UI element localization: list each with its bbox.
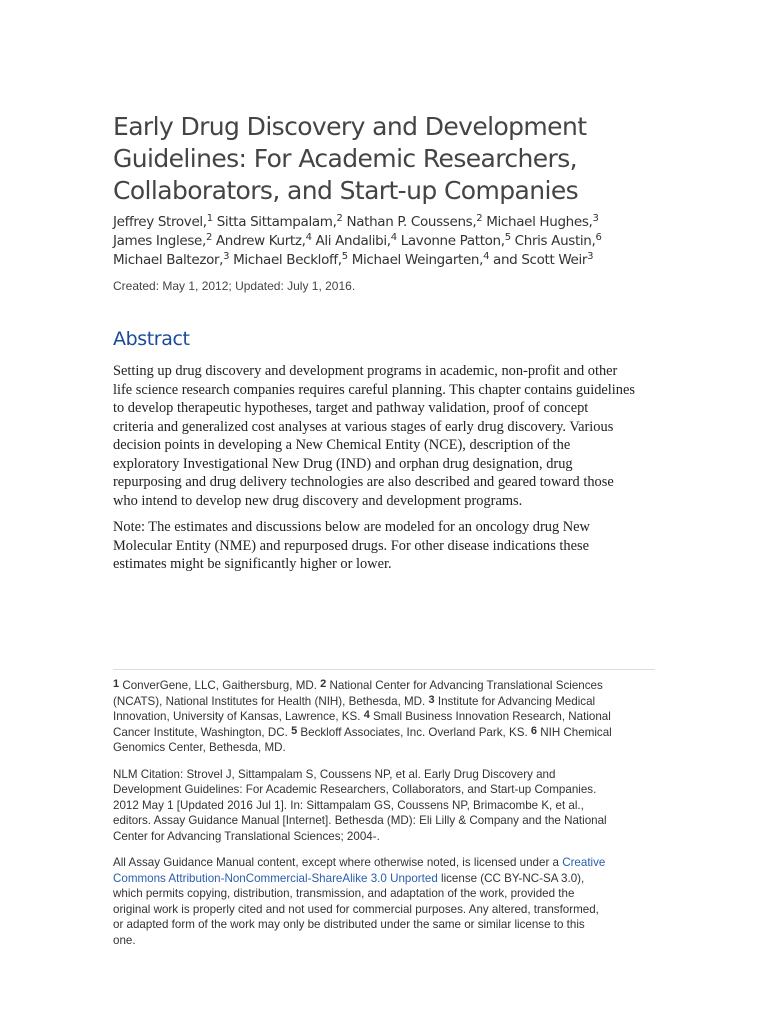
title-line: Collaborators, and Start-up Companies xyxy=(113,176,579,205)
title-line: Early Drug Discovery and Development xyxy=(113,112,587,141)
section-divider xyxy=(113,669,655,670)
affiliation-text: National Center for Advancing Translational Sciences xyxy=(326,679,603,692)
text-line: to develop therapeutic hypotheses, target and pathway validation, proof of concept xyxy=(113,400,589,416)
text-line xyxy=(113,740,658,756)
text-line xyxy=(113,678,658,694)
author-name: and Scott Weir xyxy=(489,252,588,268)
affiliations xyxy=(113,678,658,756)
affiliation-number: 6 xyxy=(530,724,538,737)
affiliation-text: ConverGene, LLC, Gaithersburg, MD. xyxy=(119,679,321,692)
text-line: NLM Citation: Strovel J, Sittampalam S, Coussens NP, et al. Early Drug Discovery and xyxy=(113,767,556,781)
author-name: Jeffrey Strovel, xyxy=(113,214,207,230)
title-line: Guidelines: For Academic Researchers, xyxy=(113,144,578,173)
author-list xyxy=(113,213,658,270)
text-line xyxy=(113,871,658,887)
author-affiliation-number: 4 xyxy=(390,232,397,243)
text-line: life science research companies requires careful planning. This chapter contains guidelines xyxy=(113,381,635,398)
author-affiliation-number: 2 xyxy=(205,232,212,243)
text-line: 2012 May 1 [Updated 2016 Jul 1]. In: Sittampalam GS, Coussens NP, Brimacombe K, et al., xyxy=(113,798,584,812)
author-line xyxy=(113,232,658,251)
affiliation-text: Small Business Innovation Research, National xyxy=(369,710,611,723)
license-notice xyxy=(113,855,658,948)
text-line: decision points in developing a New Chemical Entity (NCE), description of the xyxy=(113,437,571,453)
text-line: editors. Assay Guidance Manual [Internet]. Bethesda (MD): Eli Lilly & Company and the National xyxy=(113,814,607,827)
affiliation-number: 2 xyxy=(320,678,327,690)
affiliation-text: Genomics Center, Bethesda, MD. xyxy=(113,741,286,754)
affiliation-text: Beckloff Associates, Inc. Overland Park, KS. xyxy=(297,725,531,739)
text-line: Molecular Entity (NME) and repurposed drugs. For other disease indications these xyxy=(113,537,589,554)
affiliation-text: (NCATS), National Institutes for Health (NIH), Bethesda, MD. xyxy=(113,694,429,708)
abstract-paragraph xyxy=(113,362,658,510)
author-name: Lavonne Patton, xyxy=(396,233,505,249)
author-affiliation-number: 5 xyxy=(504,232,511,243)
text-line: original work is properly cited and not used for commercial purposes. Any altered, transformed, xyxy=(113,902,599,916)
text-line: which permits copying, distribution, transmission, and adaptation of the work, provided the xyxy=(113,887,575,900)
text-line xyxy=(113,694,658,710)
publication-dates: Created: May 1, 2012; Updated: July 1, 2016. xyxy=(113,279,356,293)
text-line: estimates might be significantly higher or lower. xyxy=(113,556,392,572)
text-line: Development Guidelines: For Academic Researchers, Collaborators, and Start-up Companies. xyxy=(113,783,597,796)
document-title xyxy=(113,111,658,207)
author-name: James Inglese, xyxy=(113,233,206,249)
footnotes xyxy=(113,678,658,959)
text-line: or adapted form of the work may only be distributed under the same or similar license to this xyxy=(113,918,585,931)
author-affiliation-number: 4 xyxy=(483,251,490,262)
author-affiliation-number: 1 xyxy=(206,213,213,224)
text-line xyxy=(113,855,658,871)
author-affiliation-number: 3 xyxy=(223,251,230,262)
author-affiliation-number: 4 xyxy=(305,232,312,243)
affiliation-number: 4 xyxy=(363,709,370,721)
license-text: license (CC BY-NC-SA 3.0), xyxy=(437,871,585,885)
author-name: Michael Beckloff, xyxy=(229,252,342,268)
abstract-note xyxy=(113,518,658,574)
author-line xyxy=(113,213,658,232)
affiliation-text: Cancer Institute, Washington, DC. xyxy=(113,725,292,739)
author-affiliation-number: 3 xyxy=(592,213,599,224)
abstract-body xyxy=(113,362,658,582)
text-line: Note: The estimates and discussions below are modeled for an oncology drug New xyxy=(113,519,590,535)
author-line xyxy=(113,251,658,270)
author-name: Michael Hughes, xyxy=(482,214,593,230)
author-affiliation-number: 2 xyxy=(336,213,343,224)
affiliation-number: 1 xyxy=(113,678,120,690)
author-affiliation-number: 6 xyxy=(595,232,602,243)
affiliation-text: Institute for Advancing Medical xyxy=(434,694,596,708)
author-name: Chris Austin, xyxy=(510,233,596,249)
author-name: Andrew Kurtz, xyxy=(211,233,306,249)
author-affiliation-number: 3 xyxy=(587,251,594,262)
text-line xyxy=(113,725,658,741)
text-line: Setting up drug discovery and development programs in academic, non-profit and other xyxy=(113,363,618,379)
author-name: Michael Weingarten, xyxy=(347,252,484,268)
text-line: one. xyxy=(113,933,136,947)
affiliation-number: 5 xyxy=(291,724,298,737)
text-line: exploratory Investigational New Drug (IND) and orphan drug designation, drug xyxy=(113,455,573,472)
author-name: Ali Andalibi, xyxy=(311,233,391,249)
author-name: Nathan P. Coussens, xyxy=(342,214,477,230)
author-name: Sitta Sittampalam, xyxy=(212,214,337,230)
author-affiliation-number: 5 xyxy=(341,251,348,262)
license-link[interactable]: Commons Attribution-NonCommercial-ShareAlike 3.0 Unported xyxy=(113,871,438,885)
text-line: who intend to develop new drug discovery and development programs. xyxy=(113,492,523,509)
text-line: Center for Advancing Translational Sciences; 2004-. xyxy=(113,829,380,843)
license-text: All Assay Guidance Manual content, except where otherwise noted, is licensed under a xyxy=(113,856,563,869)
affiliation-text: NIH Chemical xyxy=(537,725,612,739)
nlm-citation xyxy=(113,767,658,845)
text-line: repurposing and drug delivery technologies are also described and geared toward those xyxy=(113,474,614,490)
text-line: criteria and generalized cost analyses at various stages of early drug discovery. Various xyxy=(113,418,614,435)
author-affiliation-number: 2 xyxy=(476,213,483,224)
text-line xyxy=(113,709,658,725)
affiliation-number: 3 xyxy=(428,693,435,706)
affiliation-text: Innovation, University of Kansas, Lawrence, KS. xyxy=(113,710,364,723)
license-link[interactable]: Creative xyxy=(562,856,606,869)
abstract-heading: Abstract xyxy=(113,328,190,350)
author-name: Michael Baltezor, xyxy=(113,252,224,268)
